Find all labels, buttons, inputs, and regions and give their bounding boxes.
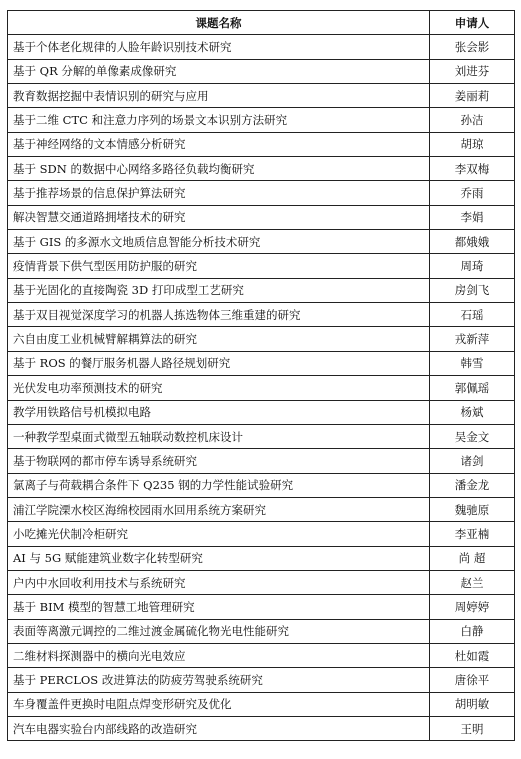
applicant-cell: 张会影 bbox=[430, 35, 515, 59]
applicant-cell: 房剑飞 bbox=[430, 278, 515, 302]
applicant-cell: 胡明敏 bbox=[430, 692, 515, 716]
project-title-cell: 基于 GIS 的多源水文地质信息智能分析技术研究 bbox=[8, 230, 430, 254]
table-row bbox=[8, 205, 515, 229]
applicant-cell: 潘金龙 bbox=[430, 473, 515, 497]
table-row bbox=[8, 570, 515, 594]
project-title-cell: 基于 QR 分解的单像素成像研究 bbox=[8, 59, 430, 83]
project-title-cell: 基于光固化的直接陶瓷 3D 打印成型工艺研究 bbox=[8, 278, 430, 302]
table-row bbox=[8, 84, 515, 108]
applicant-cell: 白静 bbox=[430, 619, 515, 643]
applicant-cell: 石瑶 bbox=[430, 303, 515, 327]
project-title-cell: 六自由度工业机械臂解耦算法的研究 bbox=[8, 327, 430, 351]
project-title-cell: 汽车电器实验台内部线路的改造研究 bbox=[8, 716, 430, 740]
project-title-cell: 疫情背景下供气型医用防护服的研究 bbox=[8, 254, 430, 278]
applicant-cell: 孙洁 bbox=[430, 108, 515, 132]
applicant-cell: 周琦 bbox=[430, 254, 515, 278]
applicant-cell: 都娥娥 bbox=[430, 230, 515, 254]
table-row bbox=[8, 108, 515, 132]
project-title-cell: 表面等离激元调控的二维过渡金属硫化物光电性能研究 bbox=[8, 619, 430, 643]
applicant-cell: 戎新萍 bbox=[430, 327, 515, 351]
applicant-cell: 李娟 bbox=[430, 205, 515, 229]
table-row bbox=[8, 546, 515, 570]
table-row bbox=[8, 157, 515, 181]
applicant-cell: 李双梅 bbox=[430, 157, 515, 181]
applicant-cell: 郭佩瑶 bbox=[430, 376, 515, 400]
applicant-cell: 姜丽莉 bbox=[430, 84, 515, 108]
applicant-cell: 吴金文 bbox=[430, 424, 515, 448]
table-row bbox=[8, 59, 515, 83]
project-title-cell: 小吃摊光伏制冷柜研究 bbox=[8, 522, 430, 546]
table-row bbox=[8, 716, 515, 740]
table-body bbox=[8, 35, 515, 741]
project-title-cell: 车身覆盖件更换时电阻点焊变形研究及优化 bbox=[8, 692, 430, 716]
table-row bbox=[8, 230, 515, 254]
applicant-cell: 唐徐平 bbox=[430, 668, 515, 692]
header-applicant: 申请人 bbox=[430, 11, 515, 35]
table-row bbox=[8, 449, 515, 473]
table-row bbox=[8, 619, 515, 643]
project-title-cell: 二维材料探测器中的横向光电效应 bbox=[8, 643, 430, 667]
table-row bbox=[8, 424, 515, 448]
table-header-row bbox=[8, 11, 515, 35]
applicant-cell: 乔雨 bbox=[430, 181, 515, 205]
project-title-cell: 基于推荐场景的信息保护算法研究 bbox=[8, 181, 430, 205]
table-row bbox=[8, 497, 515, 521]
project-title-cell: 基于 ROS 的餐厅服务机器人路径规划研究 bbox=[8, 351, 430, 375]
project-title-cell: 基于 SDN 的数据中心网络多路径负载均衡研究 bbox=[8, 157, 430, 181]
applicant-cell: 王明 bbox=[430, 716, 515, 740]
table-row bbox=[8, 35, 515, 59]
project-title-cell: 解决智慧交通道路拥堵技术的研究 bbox=[8, 205, 430, 229]
applicant-cell: 李亚楠 bbox=[430, 522, 515, 546]
applicant-cell: 胡琼 bbox=[430, 132, 515, 156]
project-title-cell: 基于双目视觉深度学习的机器人拣选物体三维重建的研究 bbox=[8, 303, 430, 327]
applicant-cell: 尚 超 bbox=[430, 546, 515, 570]
project-title-cell: 氯离子与荷载耦合条件下 Q235 钢的力学性能试验研究 bbox=[8, 473, 430, 497]
project-title-cell: 光伏发电功率预测技术的研究 bbox=[8, 376, 430, 400]
project-title-cell: 基于 PERCLOS 改进算法的防疲劳驾驶系统研究 bbox=[8, 668, 430, 692]
applicant-cell: 诸剑 bbox=[430, 449, 515, 473]
table-row bbox=[8, 692, 515, 716]
table-row bbox=[8, 400, 515, 424]
table-row bbox=[8, 254, 515, 278]
project-title-cell: 户内中水回收利用技术与系统研究 bbox=[8, 570, 430, 594]
project-title-cell: 基于物联网的都市停车诱导系统研究 bbox=[8, 449, 430, 473]
applicant-cell: 赵兰 bbox=[430, 570, 515, 594]
table-row bbox=[8, 522, 515, 546]
project-title-cell: 基于个体老化规律的人脸年龄识别技术研究 bbox=[8, 35, 430, 59]
table-row bbox=[8, 303, 515, 327]
table-row bbox=[8, 132, 515, 156]
project-title-cell: AI 与 5G 赋能建筑业数字化转型研究 bbox=[8, 546, 430, 570]
table-row bbox=[8, 643, 515, 667]
table-row bbox=[8, 351, 515, 375]
project-title-cell: 一种教学型桌面式微型五轴联动数控机床设计 bbox=[8, 424, 430, 448]
applicant-cell: 韩雪 bbox=[430, 351, 515, 375]
project-title-cell: 基于 BIM 模型的智慧工地管理研究 bbox=[8, 595, 430, 619]
project-table-sheet bbox=[7, 10, 514, 741]
table-row bbox=[8, 668, 515, 692]
table-row bbox=[8, 595, 515, 619]
table-row bbox=[8, 327, 515, 351]
table-row bbox=[8, 473, 515, 497]
applicant-cell: 刘进芬 bbox=[430, 59, 515, 83]
table-row bbox=[8, 181, 515, 205]
project-table bbox=[7, 10, 515, 741]
applicant-cell: 杨斌 bbox=[430, 400, 515, 424]
project-title-cell: 浦江学院溧水校区海绵校园雨水回用系统方案研究 bbox=[8, 497, 430, 521]
applicant-cell: 杜如霞 bbox=[430, 643, 515, 667]
table-row bbox=[8, 278, 515, 302]
project-title-cell: 基于二维 CTC 和注意力序列的场景文本识别方法研究 bbox=[8, 108, 430, 132]
header-title: 课题名称 bbox=[8, 11, 430, 35]
project-title-cell: 基于神经网络的文本情感分析研究 bbox=[8, 132, 430, 156]
project-title-cell: 教学用铁路信号机模拟电路 bbox=[8, 400, 430, 424]
applicant-cell: 魏驰原 bbox=[430, 497, 515, 521]
applicant-cell: 周婷婷 bbox=[430, 595, 515, 619]
table-row bbox=[8, 376, 515, 400]
project-title-cell: 教育数据挖掘中表情识别的研究与应用 bbox=[8, 84, 430, 108]
